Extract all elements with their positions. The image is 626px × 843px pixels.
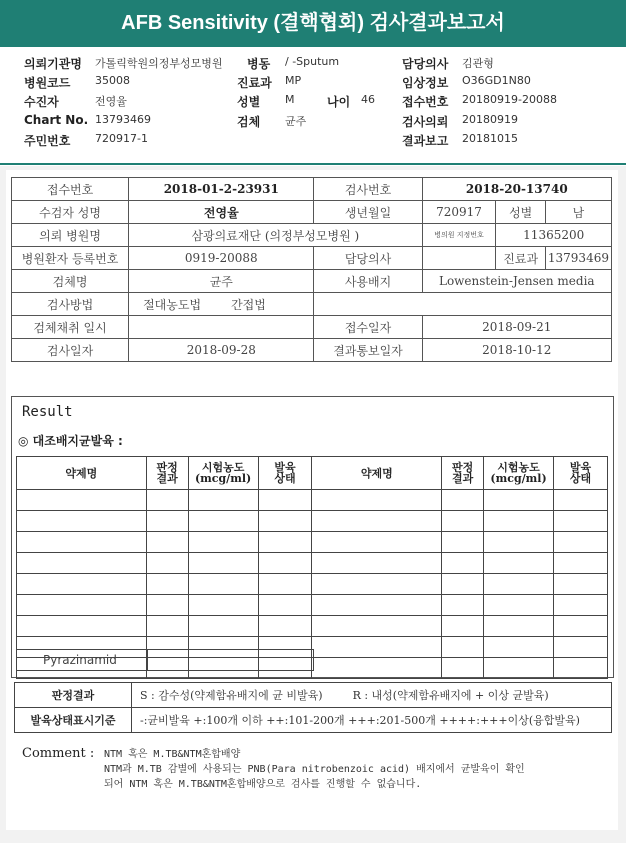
attending-doctor-value xyxy=(422,247,496,270)
drug-result-cell xyxy=(258,532,312,553)
drug-result-cell xyxy=(484,490,554,511)
drug-result-table xyxy=(16,456,608,679)
concentration-header-right: 시험농도 (mcg/ml) xyxy=(484,457,554,490)
drug-result-cell xyxy=(17,574,147,595)
attending-doctor-label: 담당의사 xyxy=(314,247,422,270)
drug-result-cell xyxy=(188,616,258,637)
growth-legend-label: 발육상태표시기준 xyxy=(15,708,132,733)
drug-result-cell xyxy=(484,532,554,553)
drug-result-cell xyxy=(17,616,147,637)
hospital-code-value: 35008 xyxy=(95,74,130,87)
reception-label: 접수번호 xyxy=(402,95,449,109)
drug-result-cell xyxy=(554,637,608,658)
header-divider xyxy=(0,163,626,165)
resident-no-label: 주민번호 xyxy=(24,134,71,148)
drug-result-cell xyxy=(442,490,484,511)
drug-result-cell xyxy=(146,532,188,553)
drug-result-cell xyxy=(17,490,147,511)
received-value: 2018-09-21 xyxy=(422,316,611,339)
growth-legend-text: -:균비발육 +:100개 이하 ++:101-200개 +++:201-500개 ++++:+++이상(융합발육) xyxy=(132,708,612,733)
drug-result-cell xyxy=(17,595,147,616)
drug-result-cell xyxy=(554,532,608,553)
drug-result-cell xyxy=(188,490,258,511)
drug-result-row xyxy=(17,532,608,553)
drug-result-cell xyxy=(442,532,484,553)
patient-value: 전영율 xyxy=(95,95,127,108)
drug-result-cell xyxy=(146,595,188,616)
growth-header-left: 발육 상태 xyxy=(258,457,312,490)
drug-result-row xyxy=(17,595,608,616)
resident-no-value: 720917-1 xyxy=(95,132,148,145)
result-title: Result xyxy=(22,404,73,420)
reception-value: 20180919-20088 xyxy=(462,93,557,106)
drug-result-cell xyxy=(442,637,484,658)
department-value: MP xyxy=(285,74,302,87)
drug-result-cell xyxy=(554,511,608,532)
drug-result-cell xyxy=(442,574,484,595)
patient-name-label: 수검자 성명 xyxy=(12,201,129,224)
comment-line-2: NTM과 M.TB 감별에 사용되는 PNB(Para nitrobenzoic acid) 배지에서 균발육이 확인 xyxy=(104,764,525,775)
drug-result-cell xyxy=(188,511,258,532)
test-date-value: 2018-09-28 xyxy=(129,339,314,362)
test-no-value: 2018-20-13740 xyxy=(422,178,611,201)
specimen-name-label: 검체명 xyxy=(12,270,129,293)
medium-label: 사용배지 xyxy=(314,270,422,293)
judge-legend-label: 판정결과 xyxy=(15,683,132,708)
drug-result-row xyxy=(17,616,608,637)
specimen-name-value: 균주 xyxy=(129,270,314,293)
drug-result-cell xyxy=(442,595,484,616)
specimen-label: 검체 xyxy=(237,115,261,129)
hospital-value: 삼광의료재단 (의정부성모병원 ) xyxy=(129,224,422,247)
test-no-label: 검사번호 xyxy=(314,178,422,201)
drug-result-row xyxy=(17,511,608,532)
age-value: 46 xyxy=(361,93,375,106)
method-value xyxy=(129,293,314,316)
drug-result-cell xyxy=(258,553,312,574)
drug-result-cell xyxy=(484,658,554,679)
comment-line-1: NTM 혹은 M.TB&NTM혼합배양 xyxy=(104,749,241,760)
drug-result-cell xyxy=(312,490,442,511)
method-blank xyxy=(314,293,612,316)
method-label: 검사방법 xyxy=(12,293,129,316)
reception-no-value: 2018-01-2-23931 xyxy=(129,178,314,201)
judge-header-left: 판정 결과 xyxy=(146,457,188,490)
clinic-dept-label: 진료과 xyxy=(496,247,545,270)
drug-result-cell xyxy=(258,511,312,532)
drug-result-cell xyxy=(17,553,147,574)
request-date-label: 검사의뢰 xyxy=(402,115,449,129)
request-date-value: 20180919 xyxy=(462,113,518,126)
hospital-name-value: 가톨릭학원의정부성모병원 xyxy=(95,57,223,70)
drug-result-cell xyxy=(146,574,188,595)
drug-result-cell xyxy=(484,616,554,637)
drug-result-cell xyxy=(442,553,484,574)
drug-result-cell xyxy=(258,616,312,637)
reception-no-label: 접수번호 xyxy=(12,178,129,201)
drug-result-cell xyxy=(312,658,442,679)
clinical-info-value: O36GD1N80 xyxy=(462,74,531,87)
method-indirect: 간접법 xyxy=(231,297,266,312)
sex-value: M xyxy=(285,93,295,106)
drug-result-row xyxy=(17,490,608,511)
clinic-dept-value: 13793469 xyxy=(545,247,611,270)
drug-result-cell xyxy=(312,511,442,532)
drug-header-right: 약제명 xyxy=(312,457,442,490)
drug-result-row xyxy=(17,574,608,595)
judge-legend-text: S : 감수성(약제함유배지에 균 비발육) R : 내성(약제함유배지에 + 이상 균발육) xyxy=(132,683,612,708)
comment-line-3: 되어 NTM 혹은 M.TB&NTM혼합배양으로 검사를 진행할 수 없습니다. xyxy=(104,779,422,790)
drug-result-cell xyxy=(442,616,484,637)
dob-value: 720917 xyxy=(422,201,496,224)
drug-result-cell xyxy=(188,595,258,616)
clinical-info-label: 임상정보 xyxy=(402,76,449,90)
chart-no-value: 13793469 xyxy=(95,113,151,126)
comment-label: Comment : xyxy=(22,746,95,761)
drug-result-cell xyxy=(554,490,608,511)
specimen-info-table xyxy=(11,177,612,362)
drug-result-cell xyxy=(554,658,608,679)
gender-value: 남 xyxy=(545,201,611,224)
ward-label: 병동 xyxy=(247,57,271,71)
method-absolute: 절대농도법 xyxy=(143,297,202,312)
growth-header-right: 발육 상태 xyxy=(554,457,608,490)
drug-result-cell xyxy=(146,490,188,511)
legend-table xyxy=(14,682,612,733)
drug-result-cell xyxy=(312,553,442,574)
drug-result-cell xyxy=(554,553,608,574)
drug-result-cell xyxy=(554,574,608,595)
report-date-label: 결과보고 xyxy=(402,134,449,148)
pyrazinamide-row xyxy=(16,649,314,671)
drug-result-cell xyxy=(442,511,484,532)
patient-name-value: 전영율 xyxy=(129,201,314,224)
received-label: 접수일자 xyxy=(314,316,422,339)
dob-label: 생년월일 xyxy=(314,201,422,224)
drug-result-cell xyxy=(188,574,258,595)
age-label: 나이 xyxy=(327,95,351,109)
department-label: 진료과 xyxy=(237,76,272,90)
registration-value: 0919-20088 xyxy=(129,247,314,270)
drug-result-cell xyxy=(258,595,312,616)
drug-result-cell xyxy=(484,574,554,595)
drug-result-cell xyxy=(17,532,147,553)
drug-result-cell xyxy=(188,532,258,553)
report-header xyxy=(0,55,626,165)
drug-result-cell xyxy=(312,595,442,616)
doctor-label: 담당의사 xyxy=(402,57,449,71)
drug-result-cell xyxy=(312,616,442,637)
notify-date-label: 결과통보일자 xyxy=(314,339,422,362)
registration-label: 병원환자 등록번호 xyxy=(12,247,129,270)
drug-result-cell xyxy=(442,658,484,679)
report-title: AFB Sensitivity (결핵협회) 검사결과보고서 xyxy=(0,0,626,47)
drug-result-cell xyxy=(554,595,608,616)
designated-no-value: 11365200 xyxy=(496,224,612,247)
sex-label: 성별 xyxy=(237,95,261,109)
drug-result-row xyxy=(17,553,608,574)
gender-label: 성별 xyxy=(496,201,545,224)
ward-value: / -Sputum xyxy=(285,55,340,68)
drug-result-cell xyxy=(312,574,442,595)
control-growth-label: ◎ 대조배지균발육 : xyxy=(18,434,123,448)
medium-value: Lowenstein-Jensen media xyxy=(422,270,611,293)
drug-result-cell xyxy=(258,490,312,511)
drug-result-cell xyxy=(312,532,442,553)
drug-result-cell xyxy=(312,637,442,658)
judge-header-right: 판정 결과 xyxy=(442,457,484,490)
drug-result-cell xyxy=(484,553,554,574)
drug-result-cell xyxy=(258,574,312,595)
drug-result-cell xyxy=(484,511,554,532)
hospital-label: 의뢰 병원명 xyxy=(12,224,129,247)
hospital-name-label: 의뢰기관명 xyxy=(24,57,82,71)
collection-label: 검체채취 일시 xyxy=(12,316,129,339)
designated-no-label: 병의원 지정번호 xyxy=(422,224,496,247)
drug-result-cell xyxy=(484,595,554,616)
doctor-value: 김관형 xyxy=(462,57,494,70)
drug-result-cell xyxy=(17,511,147,532)
report-date-value: 20181015 xyxy=(462,132,518,145)
concentration-header-left: 시험농도 (mcg/ml) xyxy=(188,457,258,490)
drug-result-cell xyxy=(146,553,188,574)
drug-result-cell xyxy=(484,637,554,658)
hospital-code-label: 병원코드 xyxy=(24,76,71,90)
notify-date-value: 2018-10-12 xyxy=(422,339,611,362)
chart-no-label: Chart No. xyxy=(24,113,89,127)
test-date-label: 검사일자 xyxy=(12,339,129,362)
drug-result-cell xyxy=(146,616,188,637)
drug-result-cell xyxy=(188,553,258,574)
pyrazinamide-label: Pyrazinamid xyxy=(43,653,117,667)
drug-result-cell xyxy=(146,511,188,532)
drug-header-left: 약제명 xyxy=(17,457,147,490)
drug-result-cell xyxy=(554,616,608,637)
patient-label: 수진자 xyxy=(24,95,59,109)
specimen-value: 균주 xyxy=(285,115,307,128)
collection-value xyxy=(129,316,314,339)
